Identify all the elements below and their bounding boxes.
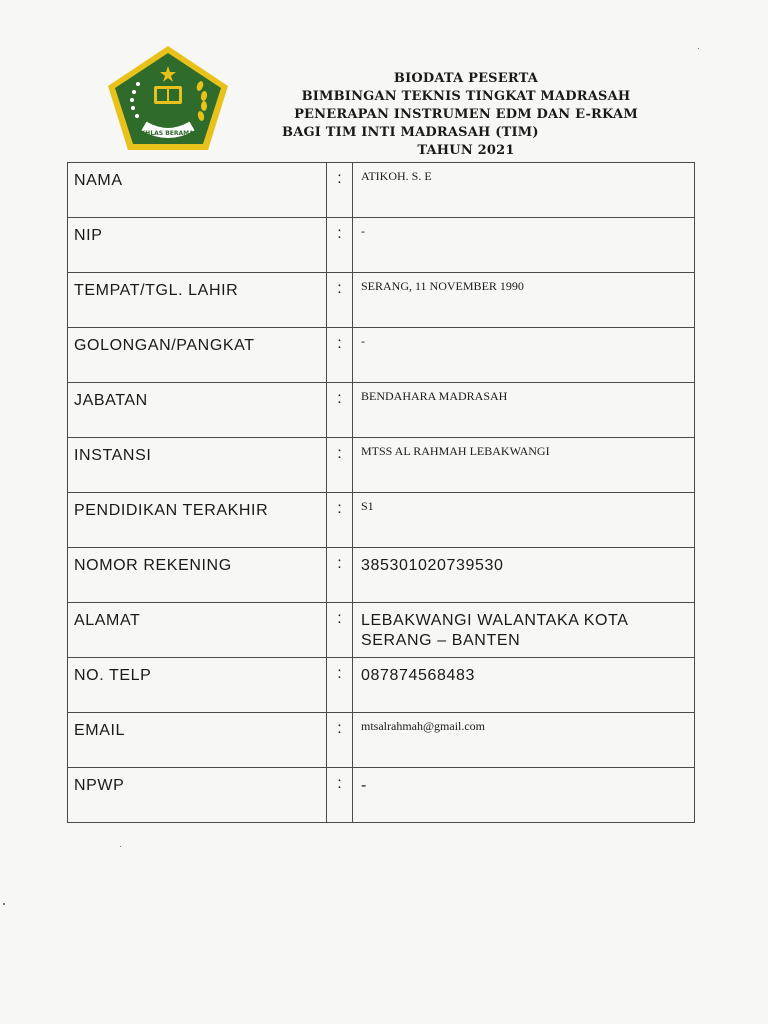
row-value: SERANG, 11 NOVEMBER 1990 [353, 273, 695, 328]
table-row [68, 273, 695, 328]
row-value: LEBAKWANGI WALANTAKA KOTA SERANG – BANTEN [353, 603, 695, 658]
row-value: S1 [353, 493, 695, 548]
row-label: NAMA [68, 163, 327, 218]
row-label: JABATAN [68, 383, 327, 438]
row-label: NOMOR REKENING [68, 548, 327, 603]
row-separator: : [327, 273, 353, 328]
table-row [68, 218, 695, 273]
row-label: GOLONGAN/PANGKAT [68, 328, 327, 383]
row-separator: : [327, 383, 353, 438]
row-label: PENDIDIKAN TERAKHIR [68, 493, 327, 548]
table-row [68, 163, 695, 218]
header-line-5: TAHUN 2021 [417, 143, 515, 158]
biodata-table [67, 162, 695, 823]
row-label: INSTANSI [68, 438, 327, 493]
row-value: ATIKOH. S. E [353, 163, 695, 218]
row-label: TEMPAT/TGL. LAHIR [68, 273, 327, 328]
kemenag-emblem-icon [104, 44, 232, 152]
header-line-2: BIMBINGAN TEKNIS TINGKAT MADRASAH [301, 89, 631, 104]
scan-speck [3, 903, 5, 905]
table-row [68, 548, 695, 603]
header-line-1: BIODATA PESERTA [393, 71, 539, 86]
row-separator: : [327, 218, 353, 273]
row-separator: : [327, 658, 353, 713]
row-value: mtsalrahmah@gmail.com [353, 713, 695, 768]
logo-motto: IKHLAS BERAMAL [138, 130, 198, 137]
row-value: - [353, 328, 695, 383]
scan-speck [120, 846, 121, 847]
row-separator: : [327, 328, 353, 383]
row-label: EMAIL [68, 713, 327, 768]
table-row [68, 658, 695, 713]
table-row [68, 438, 695, 493]
header-line-3: PENERAPAN INSTRUMEN EDM DAN E-RKAM [294, 107, 638, 122]
table-row [68, 328, 695, 383]
row-value: MTSS AL RAHMAH LEBAKWANGI [353, 438, 695, 493]
row-separator: : [327, 163, 353, 218]
table-row [68, 383, 695, 438]
row-separator: : [327, 493, 353, 548]
table-row [68, 603, 695, 658]
header-line-4: BAGI TIM INTI MADRASAH (TIM) [282, 125, 539, 140]
row-value: - [353, 768, 695, 823]
row-value: 087874568483 [353, 658, 695, 713]
document-header [276, 70, 656, 160]
row-value: BENDAHARA MADRASAH [353, 383, 695, 438]
row-value: 385301020739530 [353, 548, 695, 603]
row-separator: : [327, 548, 353, 603]
row-label: NPWP [68, 768, 327, 823]
table-row [68, 768, 695, 823]
table-row [68, 713, 695, 768]
row-label: NO. TELP [68, 658, 327, 713]
row-label: NIP [68, 218, 327, 273]
row-separator: : [327, 438, 353, 493]
table-row [68, 493, 695, 548]
row-label: ALAMAT [68, 603, 327, 658]
row-separator: : [327, 713, 353, 768]
row-separator: : [327, 768, 353, 823]
scan-speck [698, 48, 699, 49]
row-separator: : [327, 603, 353, 658]
row-value: - [353, 218, 695, 273]
